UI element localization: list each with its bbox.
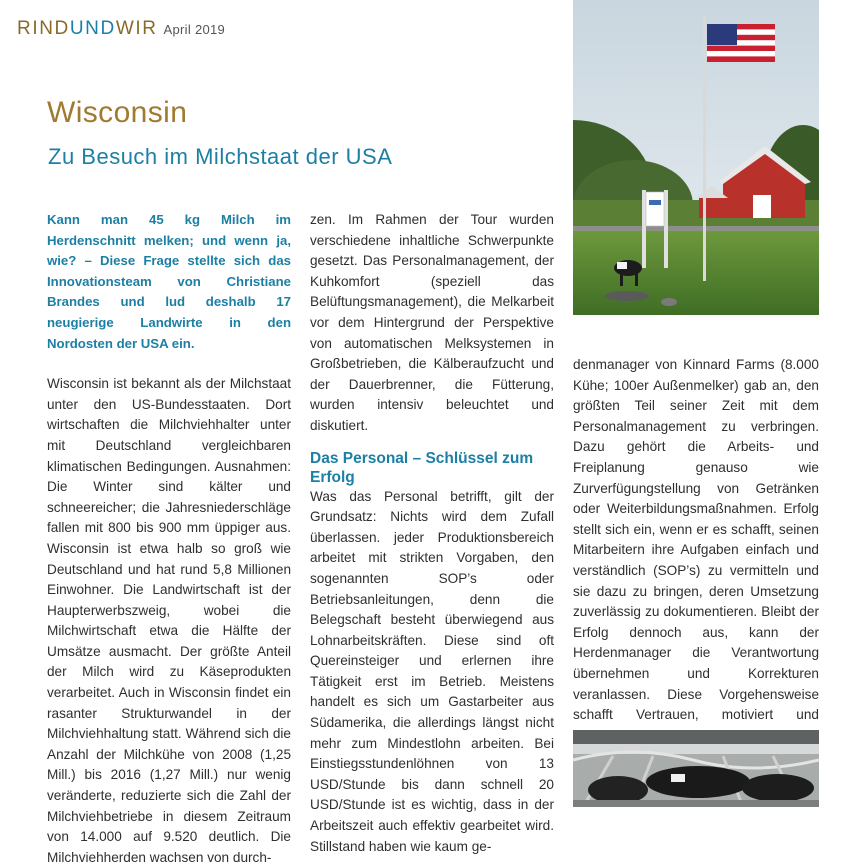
brand-part-wir: WIR xyxy=(115,18,158,39)
masthead xyxy=(17,18,225,40)
text-column-2 xyxy=(310,210,554,857)
text-column-1 xyxy=(47,210,291,868)
column-3-body: denmanager von Kinnard Farms (8.000 Kühe; 100er Außenmelker) gab an, den größten Teil seiner Zeit mit dem Personalmanagement zu verbringen. Dazu gehört die Arbeits- und Freiplanung genauso wie Zurverfügungstellung von Getränken oder Weiterbildungsmaßnahmen. Erfolg stellt sich ein, wenn er es schafft, seinen Mitarbeitern ihre Aufgaben einfach und verständlich (SOP’s) zu vermitteln und sie dazu zu bringen, deren Umsetzung zuverlässig zu dokumentieren. Bleibt der Erfolg dennoch aus, kann der Herdenmanager die Verantwortung übernehmen und Korrekturen veranlassen. Diese Vorgehensweise schafft Vertrauen, motiviert und xyxy=(573,357,819,723)
barn-photo xyxy=(573,730,819,807)
brand-logo xyxy=(17,18,158,39)
brand-part-und: UND xyxy=(69,18,116,39)
text-column-3 xyxy=(573,355,819,746)
article-lead: Kann man 45 kg Milch im Herdenschnitt melken; und wenn ja, wie? – Diese Frage stellte sich das Innovationsteam von Christiane Brandes und lud deshalb 17 neugierige Landwirte in den Nordosten der USA ein. xyxy=(47,212,291,351)
issue-date: April 2019 xyxy=(163,22,226,37)
farm-photo-icon xyxy=(573,0,819,315)
article-title: Wisconsin xyxy=(47,96,188,129)
barn-cows-photo-icon xyxy=(573,730,819,807)
column-1-body: Wisconsin ist bekannt als der Milchstaat unter den US-Bundesstaaten. Dort wirtschaften die Milchviehhalter unter mit Deutschland vergleichbaren klimatischen Bedingungen. Ausnahmen: Die Winter sind kälter und schneereicher; die Jahresniederschläge fallen mit 800 bis 900 mm üppiger aus. Wisconsin ist etwa halb so groß wie Deutschland und hat rund 5,8 Millionen Einwohner. Die Landwirtschaft ist der Haupterwerbszweig, wobei die Milchwirtschaft etwa die Hälfte der Umsätze ausmacht. Der größte Anteil der Milch wird zu Käseprodukten verarbeitet. Auch in Wisconsin findet ein rasanter Strukturwandel in der Milchviehhaltung statt. Während sich die Anzahl der Milchkühe von 2008 (1,25 Mill.) bis 2016 (1,27 Mill.) nur wenig veränderte, reduzierte sich die Zahl der Milchviehbetriebe in diesem Zeitraum von 14.000 auf 9.520 deutlich. Die Milchviehherden wachsen von durch- xyxy=(47,376,291,865)
article-subtitle: Zu Besuch im Milchstaat der USA xyxy=(48,144,393,169)
section-heading: Das Personal – Schlüssel zum Erfolg xyxy=(310,449,534,486)
column-2-intro: zen. Im Rahmen der Tour wurden verschiedene inhaltliche Schwerpunkte gesetzt. Das Personalmanagement, der Kuhkomfort (speziell das Belüftungsmanagement), die Melkarbeit vor dem Hintergrund der Perspektive von automatischen Melksystemen in Großbetrieben, die Kälberaufzucht und der Dauerbrenner, die Fütterung, wurden intensiv beleuchtet und diskutiert. xyxy=(310,212,554,433)
farm-photo xyxy=(573,0,819,315)
column-2-body: Was das Personal betrifft, gilt der Grundsatz: Nichts wird dem Zufall überlassen. jeder Produktionsbereich arbeitet mit strikten Vorgaben, den sogenannten SOP’s oder Betriebsanleitungen, denn die Belegschaft besteht überwiegend aus Lohnarbeitskräften. Diese sind oft Quereinsteiger und erlernen ihre Tätigkeit erst im Betrieb. Meistens handelt es sich um Gastarbeiter aus Südamerika, die allerdings längst nicht mehr zum Mindestlohn arbeiten. Bei Einstiegsstundenlöhnen von 13 USD/Stunde bis dann schnell 20 USD/Stunde ist es wichtig, dass in der Arbeitszeit auch effektiv gearbeitet wird. Stillstand haben wie kaum ge- xyxy=(310,488,554,854)
brand-part-rind: RIND xyxy=(17,18,70,39)
